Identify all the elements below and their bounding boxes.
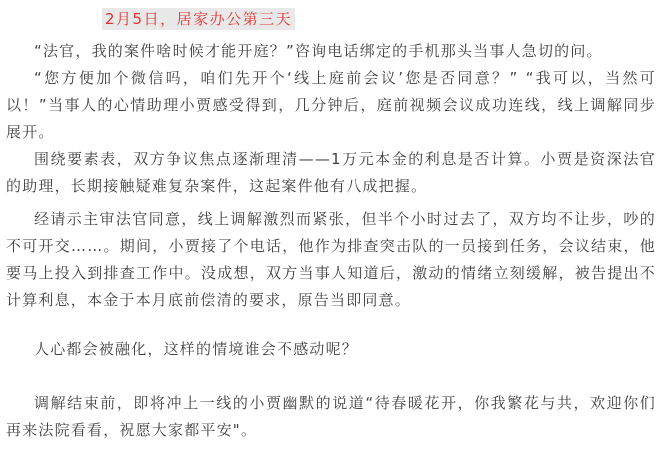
paragraph-2: “您方便加个微信吗，咱们先开个‘线上庭前会议’您是否同意？” “我可以，当然可以！”当事人的心情助理小贾感受得到，几分钟后，庭前视频会议成功连线，线上调解同步展开。 (6, 69, 656, 141)
article-heading: 2月5日，居家办公第三天 (102, 8, 295, 30)
paragraph-3: 围绕要素表，双方争议焦点逐渐理清——1万元本金的利息是否计算。小贾是资深法官的助理，长期接触疑难复杂案件，这起案件他有八成把握。 (6, 150, 656, 195)
heading-container (102, 8, 295, 30)
paragraph-4: 经请示主审法官同意，线上调解激烈而紧张，但半个小时过去了，双方均不让步，吵的不可开交……。期间，小贾接了个电话，他作为排查突击队的一员接到任务，会议结束，他要马上投入到排查工作中。没成想，双方当事人知道后，激动的情绪立刻缓解，被告提出不计算利息，本金于本月底前偿清的要求，原告当即同意。 (6, 210, 656, 309)
paragraph-5: 人心都会被融化，这样的情境谁会不感动呢？ (34, 340, 359, 358)
paragraph-6: 调解结束前，即将冲上一线的小贾幽默的说道“待春暖花开，你我繁花与共，欢迎你们再来法院看看，祝愿大家都平安"。 (6, 394, 656, 439)
paragraph-1: “法官，我的案件啥时候才能开庭？”咨询电话绑定的手机那头当事人急切的问。 (34, 42, 603, 60)
